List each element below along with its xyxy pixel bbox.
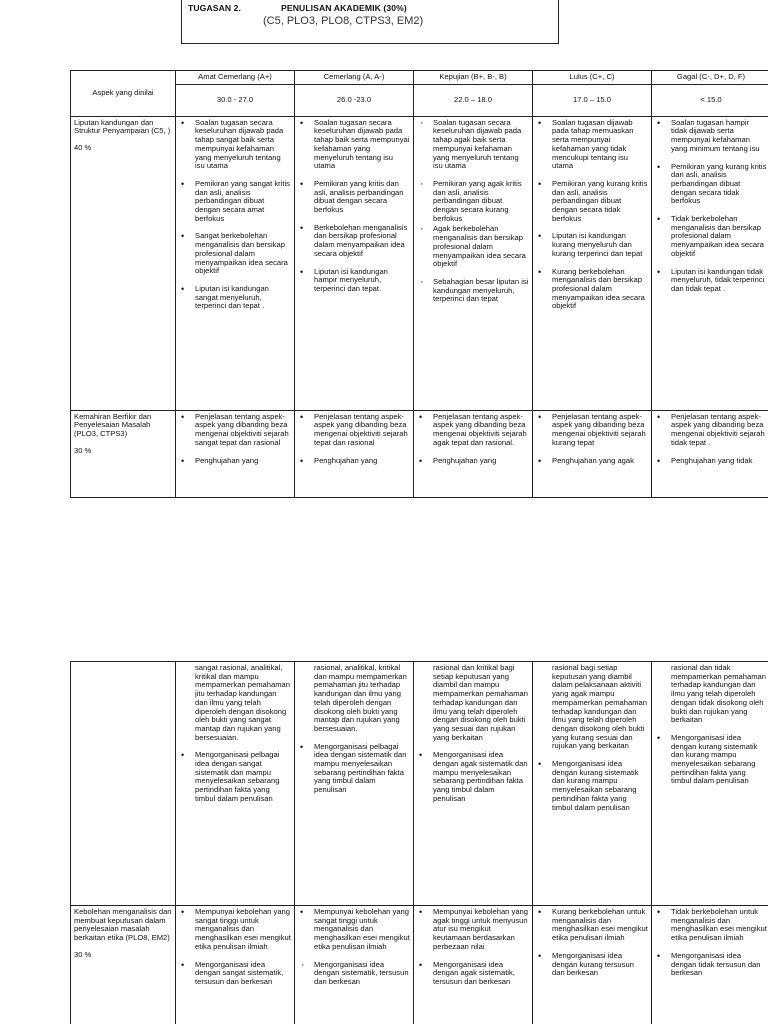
criterion-item: • Mempunyai kebolehan yang agak tinggi untuk menyusun atur isu mengikut keutamaan berdasarkan perbezaan nilai <box>417 908 529 952</box>
level-name: Gagal (C-, D+, D, F) <box>652 71 768 85</box>
level-name-row <box>71 71 768 85</box>
criteria-cell <box>176 116 295 410</box>
criterion-continuation: rasional bagi setiap keputusan yang diambil dalam pelaksanaan aktiviti yang agak mampu mempamerkan pemahaman terhadap kandungan dan ilmu yang telah diperoleh dengan disokong oleh bukti yang kurang sesuai dan rujukan yang berkaitan <box>552 663 647 751</box>
criterion-item: • Mengorganisasi idea dengan kurang tersusun dan berkesan <box>536 952 648 978</box>
criteria-cell <box>176 906 295 1024</box>
criteria-cell <box>295 906 414 1024</box>
level-name: Amat Cemerlang (A+) <box>176 71 295 85</box>
level-name: Lulus (C+, C) <box>533 71 652 85</box>
criteria-cell <box>295 116 414 410</box>
criterion-item: • Penghujahan yang <box>417 457 529 466</box>
criteria-cell <box>295 662 414 906</box>
criterion-item: • Penghujahan yang <box>179 457 291 466</box>
criteria-cell <box>533 906 652 1024</box>
criterion-item: • Tidak berkebolehan menganalisis dan bersikap profesional dalam menyampaikan idea secara objektif <box>655 215 767 259</box>
criteria-cell <box>414 906 533 1024</box>
criteria-cell <box>414 662 533 906</box>
criteria-cell <box>533 116 652 410</box>
criterion-item: · Pemikiran yang agak kritis dan asli, analisis perbandingan dibuat dengan secara kurang berfokus <box>417 180 529 224</box>
criterion-item: · Agak berkebolehan menganalisis dan bersikap profesional dalam menyampaikan idea secara objektif <box>417 225 529 269</box>
criterion-item: • Penjelasan tentang aspek-aspek yang dibanding beza mengenai objektiviti sejarah tidak tepat . <box>655 413 767 448</box>
criterion-item: • Soalan tugasan dijawab pada tahap memuaskan serta mempunyai kefahaman yang tidak mencukupi tentang isu utama <box>536 119 648 171</box>
criterion-continuation: rasional dan kritikal bagi setiap keputusan yang diambil dan mampu mempamerkan pemahaman terhadap kandungan dan ilmu yang telah diperoleh dengan disokong oleh bukti yang sesuai dan rujukan yang berkaitan <box>433 663 528 742</box>
criteria-cell <box>533 410 652 497</box>
criterion-item: • Mempunyai kebolehan yang sangat tinggi untuk menganalisis dan menghasilkan esei mengikut etika penulisan ilmiah <box>179 908 291 952</box>
criterion-item: • Penghujahan yang tidak <box>655 457 767 466</box>
criterion-continuation: rasional dan tidak mempamerkan pemahaman terhadap kandungan dan ilmu yang telah diperoleh dengan tidak disokong oleh bukti dan rujukan yang berkaitan <box>671 663 766 725</box>
aspect-name: Kebolehan menganalisis dan membuat keputusan dalam penyelesaian masalah berkaitan etika (PLO8, EM2) <box>74 908 172 943</box>
level-score: 26.0 -23.0 <box>295 84 414 116</box>
criterion-item: • Mengorganisasi idea dengan kurang sistematik dan kurang mampu menyelesaikan sebarang pertindihan fakta yang timbul dalam penulisan <box>655 734 767 786</box>
level-score: < 15.0 <box>652 84 768 116</box>
level-score: 30.0 - 27.0 <box>176 84 295 116</box>
criterion-item: · Mengorganisasi idea dengan sistematik, tersusun dan berkesan <box>298 961 410 987</box>
aspect-header: Aspek yang dinilai <box>71 71 176 117</box>
criterion-item: • Liputan isi kandungan hampir menyeluruh, terperinci dan tepat. <box>298 268 410 294</box>
rubric-row-content-coverage <box>71 116 768 410</box>
criterion-item: • Mengorganisasi idea dengan agak sistematik dan mampu menyelesaikan sebarang pertindihan fakta yang timbul dalam penulisan <box>417 751 529 803</box>
criteria-cell <box>652 906 768 1024</box>
criteria-cell <box>414 116 533 410</box>
criterion-item: · Sebahagian besar liputan isi kandungan menyeluruh, terperinci dan tepat <box>417 278 529 304</box>
criterion-item: • Pemikiran yang kurang kritis dan asli, analisis perbandingan dibuat dengan secara tidak berfokus <box>536 180 648 224</box>
aspect-name: Kemahiran Berfikir dan Penyelesaian Masalah (PLO3, CTPS3) <box>74 412 152 439</box>
criteria-cell <box>414 410 533 497</box>
assignment-header <box>181 0 559 44</box>
criterion-item: • Penjelasan tentang aspek-aspek yang dibanding beza mengenai objektiviti sejarah sangat tepat dan rasional <box>179 413 291 448</box>
level-score: 17.0 – 15.0 <box>533 84 652 116</box>
criteria-cell <box>652 662 768 906</box>
criteria-cell <box>533 662 652 906</box>
criterion-continuation: rasional, analitikal, kritikal dan mampu mempamerkan pemahaman jitu terhadap kandungan dan ilmu yang telah diperoleh dengan disokong oleh bukti yang mantap dan rujukan yang bersesuaian. <box>314 663 407 733</box>
level-name: Kepujian (B+, B-, B) <box>414 71 533 85</box>
aspect-cell <box>71 662 176 906</box>
criteria-cell <box>652 116 768 410</box>
rubric-row-ethics <box>71 906 768 1024</box>
level-score: 22.0 – 18.0 <box>414 84 533 116</box>
criterion-item: • Tidak berkebolehan untuk menganalisis dan menghasilkan esei mengikut etika penulisan ilmiah <box>655 908 767 943</box>
criteria-cell <box>176 410 295 497</box>
criterion-item: • Mengorganisasi idea dengan sangat sistematik, tersusun dan berkesan <box>179 961 291 987</box>
level-name: Cemerlang (A, A-) <box>295 71 414 85</box>
aspect-percent: 30 % <box>74 949 92 959</box>
criterion-item: • Soalan tugasan secara keseluruhan dijawab pada tahap sangat baik serta mempunyai kefahaman yang menyeluruh tentang isu utama <box>179 119 291 171</box>
criterion-item: • Soalan tugasan hampir tidak dijawab serta mempunyai kefahaman yang minimum tentang isu <box>655 119 767 154</box>
criterion-item: • Soalan tugasan secara keseluruhan dijawab pada tahap baik serta mempunyai kefahaman yang menyeluruh tentang isu utama <box>298 119 410 171</box>
criteria-cell <box>176 662 295 906</box>
criterion-item: • Pemikiran yang sangat kritis dan asli, analisis perbandingan dibuat dengan secara amat berfokus <box>179 180 291 224</box>
criterion-item: • Pemikiran yang kritis dan asli, analisis perbandingan dibuat dengan secara berfokus <box>298 180 410 215</box>
criterion-item: • Liputan isi kandungan sangat menyeluruh, terperinci dan tepat . <box>179 285 291 311</box>
criterion-continuation: sangat rasional, analitikal, kritikal dan mampu mempamerkan pemahaman jitu terhadap kandungan dan ilmu yang telah diperoleh dengan disokong oleh bukti yang sangat mantap dan rujukan yang bersesuaian. <box>195 663 290 742</box>
assignment-codes: (C5, PLO3, PLO8, CTPS3, EM2) <box>263 15 424 27</box>
assignment-type: PENULISAN AKADEMIK (30%) <box>281 3 407 13</box>
criterion-item: • Pemikiran yang kurang kritis dan asli, analisis perbandingan dibuat dengan secara tidak berfokus <box>655 163 767 207</box>
aspect-cell <box>71 116 176 410</box>
assignment-title <box>188 3 552 13</box>
aspect-name: Liputan kandungan dan Struktur Penyampaian (C5, ) <box>74 117 171 136</box>
aspect-percent: 40 % <box>74 143 92 153</box>
criterion-item: • Mengorganisasi pelbagai idea dengan sistematik dan mampu menyelesaikan sebarang pertindihan fakta yang timbul dalam penulisan <box>298 743 410 795</box>
criterion-item: • Mengorganisasi idea dengan kurang sistematik dan kurang mampu menyelesaikan sebarang pertindihan fakta yang timbul dalam penulisan <box>536 760 648 812</box>
criterion-item: • Penghujahan yang <box>298 457 410 466</box>
criteria-cell <box>295 410 414 497</box>
criterion-item: • Kurang berkebolehan menganalisis dan bersikap profesional dalam menyampaikan idea secara objektif <box>536 268 648 312</box>
criterion-item: · Soalan tugasan secara keseluruhan dijawab pada tahap agak baik serta mempunyai kefahaman yang menyeluruh tentang isu utama <box>417 119 529 171</box>
rubric-table-page2 <box>70 661 768 1024</box>
criterion-item: • Penjelasan tentang aspek-aspek yang dibanding beza mengenai objektiviti sejarah agak tepat dan rasional. <box>417 413 529 448</box>
criteria-cell <box>652 410 768 497</box>
rubric-row-critical-thinking <box>71 410 768 497</box>
rubric-row-critical-thinking-continued <box>71 662 768 906</box>
criterion-item: • Mengorganisasi pelbagai idea dengan sangat sistematik dan mampu menyelesaikan sebarang pertindihan fakta yang timbul dalam penulisan <box>179 751 291 803</box>
criterion-item: • Mempunyai kebolehan yang sangat tinggi untuk menganalisis dan menghasilkan esei mengikut etika penulisan ilmiah <box>298 908 410 952</box>
assignment-number: TUGASAN 2. <box>188 3 242 13</box>
criterion-item: • Liputan isi kandungan kurang menyeluruh dan kurang terperinci dan tepat <box>536 232 648 258</box>
level-score-row <box>71 84 768 116</box>
criterion-item: • Liputan isi kandungan tidak menyeluruh, tidak terperinci dan tidak tepat . <box>655 268 767 294</box>
criterion-item: • Penjelasan tentang aspek-aspek yang dibanding beza mengenai objektiviti sejarah tepat dan rasional <box>298 413 410 448</box>
aspect-percent: 30 % <box>74 445 92 455</box>
criterion-item: • Sangat berkebolehan menganalisis dan bersikap profesional dalam menyampaikan idea secara objektif <box>179 232 291 276</box>
criterion-item: • Mengorganisasi idea dengan tidak tersusun dan berkesan <box>655 952 767 978</box>
criterion-item: • Mengorganisasi idea dengan agak sistematik, tersusun dan berkesan <box>417 961 529 987</box>
criterion-item: • Penjelasan tentang aspek-aspek yang dibanding beza mengenai objektiviti sejarah kurang tepat <box>536 413 648 448</box>
criterion-item: • Kurang berkebolehan untuk menganalisis dan menghasilkan esei mengikut etika penulisan ilmiah <box>536 908 648 943</box>
criterion-item: • Berkebolehan menganalisis dan bersikap profesional dalam menyampaikan idea secara objektif <box>298 224 410 259</box>
aspect-cell <box>71 906 176 1024</box>
aspect-cell <box>71 410 176 497</box>
rubric-table-page1 <box>70 70 768 498</box>
criterion-item: • Penghujahan yang agak <box>536 457 648 466</box>
